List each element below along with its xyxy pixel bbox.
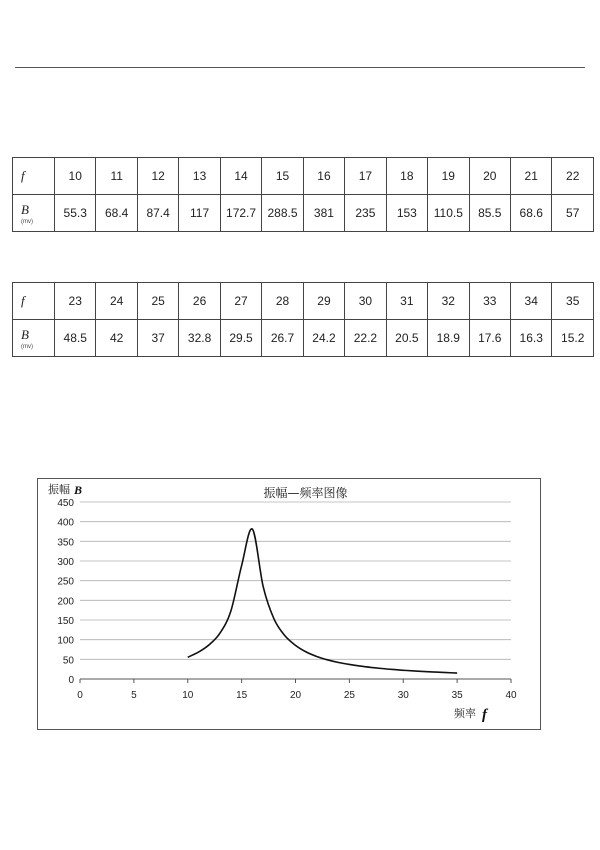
amplitude-cell: 55.3 [55, 195, 96, 232]
amplitude-cell: 85.5 [469, 195, 510, 232]
frequency-cell: 34 [510, 283, 551, 320]
x-axis-label: 频率 [454, 707, 476, 720]
amplitude-cell: 42 [96, 320, 137, 357]
x-tick-label: 0 [77, 690, 83, 701]
amplitude-cell: 57 [552, 195, 594, 232]
x-tick-label: 25 [343, 690, 355, 701]
y-axis-symbol: B [74, 483, 83, 497]
frequency-cell: 33 [469, 283, 510, 320]
amplitude-frequency-chart [37, 478, 541, 730]
frequency-cell: 13 [179, 158, 220, 195]
frequency-row-header [13, 283, 55, 320]
y-tick-label: 300 [57, 557, 74, 568]
amplitude-cell: 68.4 [96, 195, 137, 232]
frequency-cell: 11 [96, 158, 137, 195]
y-tick-label: 350 [57, 537, 74, 549]
frequency-cell: 29 [303, 283, 344, 320]
frequency-table-2 [12, 282, 594, 357]
amplitude-cell: 153 [386, 195, 427, 232]
amplitude-cell: 381 [303, 195, 344, 232]
x-tick-label: 40 [505, 690, 517, 701]
frequency-table-1 [12, 157, 594, 232]
amplitude-cell: 48.5 [55, 320, 96, 357]
amplitude-symbol: B [21, 201, 29, 217]
frequency-cell: 30 [345, 283, 386, 320]
y-tick-label: 50 [62, 655, 74, 667]
amplitude-cell: 172.7 [220, 195, 261, 232]
amplitude-cell: 18.9 [428, 320, 469, 357]
frequency-cell: 31 [386, 283, 427, 320]
amplitude-cell: 15.2 [552, 320, 594, 357]
y-tick-label: 200 [57, 596, 74, 608]
frequency-cell: 10 [55, 158, 96, 195]
frequency-cell: 32 [428, 283, 469, 320]
x-tick-label: 10 [182, 690, 194, 701]
amplitude-row [13, 195, 594, 232]
amplitude-cell: 29.5 [220, 320, 261, 357]
amplitude-cell: 110.5 [428, 195, 469, 232]
amplitude-cell: 87.4 [137, 195, 178, 232]
amplitude-row-header [13, 320, 55, 357]
y-tick-label: 100 [57, 635, 74, 647]
x-tick-label: 35 [451, 690, 463, 701]
amplitude-cell: 26.7 [262, 320, 303, 357]
amplitude-symbol: B [21, 326, 29, 342]
frequency-cell: 35 [552, 283, 594, 320]
y-tick-label: 400 [57, 517, 74, 529]
chart-title: 振幅—频率图像 [263, 486, 348, 500]
frequency-cell: 21 [510, 158, 551, 195]
amplitude-cell: 17.6 [469, 320, 510, 357]
frequency-cell: 14 [220, 158, 261, 195]
chart-canvas [38, 479, 540, 729]
frequency-cell: 23 [55, 283, 96, 320]
frequency-symbol: f [21, 293, 25, 308]
frequency-cell: 15 [262, 158, 303, 195]
frequency-row-header [13, 158, 55, 195]
frequency-cell: 18 [386, 158, 427, 195]
x-tick-label: 5 [131, 690, 137, 701]
frequency-cell: 22 [552, 158, 594, 195]
amplitude-row [13, 320, 594, 357]
amplitude-cell: 68.6 [510, 195, 551, 232]
y-tick-label: 450 [57, 498, 74, 509]
frequency-cell: 12 [137, 158, 178, 195]
series-line [188, 529, 457, 673]
amplitude-cell: 32.8 [179, 320, 220, 357]
frequency-cell: 16 [303, 158, 344, 195]
amplitude-cell: 117 [179, 195, 220, 232]
amplitude-cell: 37 [137, 320, 178, 357]
amplitude-cell: 235 [345, 195, 386, 232]
y-axis-label: 振幅 [48, 483, 70, 496]
x-tick-label: 30 [397, 690, 409, 701]
amplitude-cell: 24.2 [303, 320, 344, 357]
frequency-row [13, 283, 594, 320]
x-tick-label: 15 [236, 690, 248, 701]
amplitude-unit: (mv) [21, 218, 33, 225]
frequency-cell: 27 [220, 283, 261, 320]
amplitude-cell: 288.5 [262, 195, 303, 232]
amplitude-row-header [13, 195, 55, 232]
frequency-cell: 17 [345, 158, 386, 195]
x-axis-symbol: f [482, 707, 487, 723]
frequency-cell: 25 [137, 283, 178, 320]
amplitude-cell: 20.5 [386, 320, 427, 357]
header-rule [15, 67, 585, 68]
frequency-cell: 20 [469, 158, 510, 195]
frequency-row [13, 158, 594, 195]
amplitude-unit: (mv) [21, 343, 33, 350]
x-tick-label: 20 [289, 690, 302, 701]
y-tick-label: 0 [68, 675, 74, 686]
amplitude-cell: 16.3 [510, 320, 551, 357]
amplitude-cell: 22.2 [345, 320, 386, 357]
frequency-cell: 19 [428, 158, 469, 195]
y-tick-label: 250 [57, 576, 74, 588]
frequency-cell: 26 [179, 283, 220, 320]
y-tick-label: 150 [57, 616, 74, 627]
frequency-symbol: f [21, 168, 25, 183]
frequency-cell: 24 [96, 283, 137, 320]
frequency-cell: 28 [262, 283, 303, 320]
